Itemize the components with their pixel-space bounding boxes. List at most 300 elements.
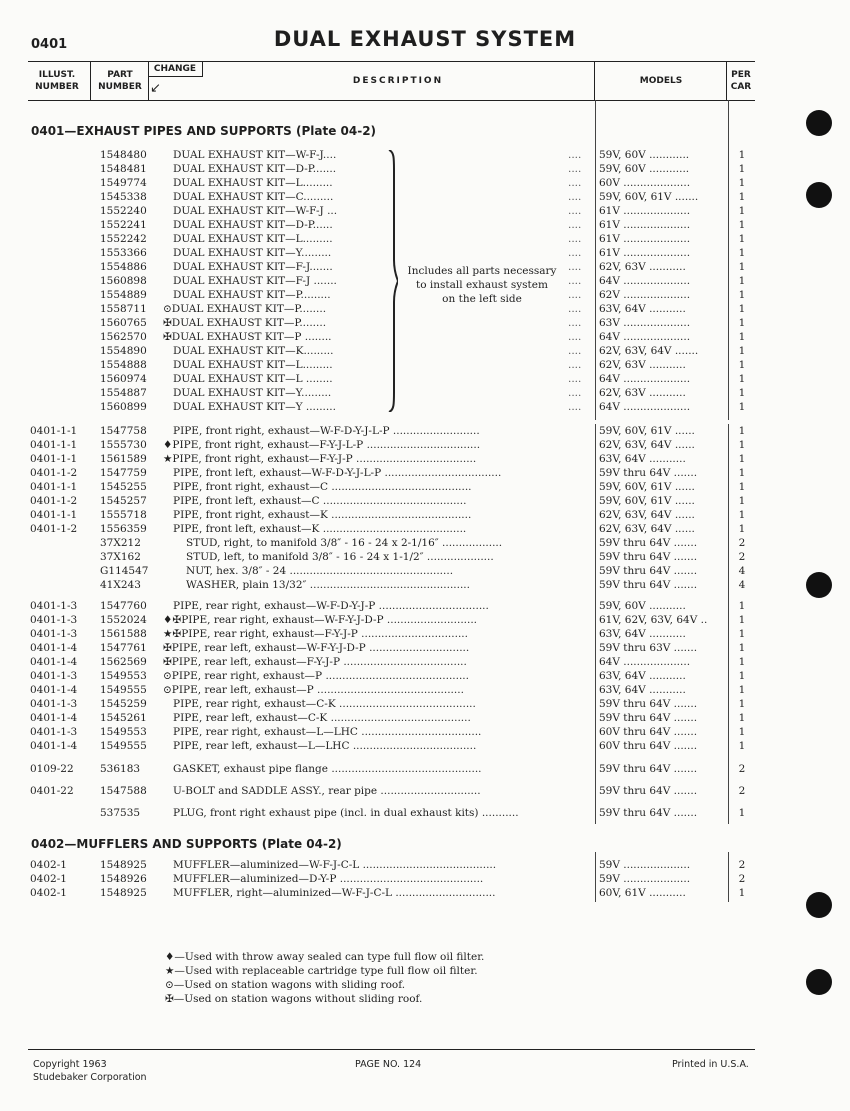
part-number: 1548925 — [100, 887, 147, 899]
footnote: ♦—Used with throw away sealed can type full flow oil filter. — [165, 951, 485, 963]
models: 59V thru 64V ....... — [599, 467, 698, 479]
description: PIPE, front right, exhaust—W-F-D-Y-J-L-P .......................... — [173, 425, 480, 437]
models: 62V .................... — [599, 289, 691, 301]
illust-number: 0401-1-3 — [30, 698, 78, 710]
per-car: 4 — [738, 579, 746, 591]
per-car: 1 — [738, 387, 746, 399]
part-number: 1549774 — [100, 177, 147, 189]
illust-header-line-2: NUMBER — [35, 82, 79, 92]
models: 61V, 62V, 63V, 64V .. — [599, 614, 708, 626]
table-row — [0, 886, 850, 900]
part-number: 1549553 — [100, 670, 147, 682]
models: 62V, 63V ........... — [599, 387, 686, 399]
per-car: 1 — [738, 698, 746, 710]
illust-number: 0401-22 — [30, 785, 74, 797]
illust-number: 0109-22 — [30, 763, 74, 775]
models: 59V thru 63V ....... — [599, 642, 698, 654]
leader-dots: .... — [568, 205, 582, 217]
per-car: 1 — [738, 656, 746, 668]
part-number: 1554890 — [100, 345, 147, 357]
per-car: 1 — [738, 261, 746, 273]
part-number: 1560898 — [100, 275, 147, 287]
models: 61V .................... — [599, 205, 691, 217]
part-number: 1548925 — [100, 859, 147, 871]
footnote: ★—Used with replaceable cartridge type full flow oil filter. — [165, 965, 478, 977]
table-row — [0, 386, 850, 400]
table-row — [0, 466, 850, 480]
per-car: 2 — [738, 551, 746, 563]
per-car-header — [727, 62, 755, 100]
part-number: 1547761 — [100, 642, 147, 654]
binder-hole — [806, 182, 832, 208]
illust-number: 0401-1-2 — [30, 467, 78, 479]
per-car: 1 — [738, 523, 746, 535]
table-row — [0, 627, 850, 641]
table-row — [0, 550, 850, 564]
table-row — [0, 784, 850, 798]
illust-header-line-1: ILLUST. — [38, 70, 76, 80]
illust-number: 0402-1 — [30, 887, 67, 899]
models: 62V, 63V, 64V ...... — [599, 509, 695, 521]
leader-dots: .... — [568, 191, 582, 203]
part-number: 1554887 — [100, 387, 147, 399]
part-number: 1552242 — [100, 233, 147, 245]
leader-dots: .... — [568, 275, 582, 287]
per-header-line-1: PER — [731, 70, 751, 80]
table-row — [0, 725, 850, 739]
table-row — [0, 204, 850, 218]
part-number: 1545257 — [100, 495, 147, 507]
per-car: 1 — [738, 303, 746, 315]
per-car: 1 — [738, 247, 746, 259]
description: ✠PIPE, rear left, exhaust—W-F-Y-J-D-P .............................. — [163, 642, 470, 654]
table-row — [0, 762, 850, 776]
description: DUAL EXHAUST KIT—K......... — [173, 345, 334, 357]
models: 60V .................... — [599, 177, 691, 189]
leader-dots: .... — [568, 289, 582, 301]
part-number: 1545338 — [100, 191, 147, 203]
leader-dots: .... — [568, 233, 582, 245]
leader-dots: .... — [568, 345, 582, 357]
models: 62V, 63V, 64V ....... — [599, 345, 699, 357]
description-header: DESCRIPTION — [352, 76, 444, 86]
part-number: 1545259 — [100, 698, 147, 710]
part-number: 1545255 — [100, 481, 147, 493]
part-number: 37X212 — [100, 537, 141, 549]
binder-hole — [806, 110, 832, 136]
page-title: DUAL EXHAUST SYSTEM — [273, 27, 577, 51]
models: 60V thru 64V ....... — [599, 740, 698, 752]
description: PIPE, front left, exhaust—W-F-D-Y-J-L-P ................................... — [173, 467, 502, 479]
footnote: ✠—Used on station wagons without sliding roof. — [165, 993, 423, 1005]
per-car: 2 — [738, 537, 746, 549]
models: 59V, 60V, 61V ...... — [599, 425, 695, 437]
table-row — [0, 190, 850, 204]
description: DUAL EXHAUST KIT—W-F-J.... — [173, 149, 337, 161]
description: PIPE, rear left, exhaust—L—LHC ..................................... — [173, 740, 477, 752]
table-row — [0, 344, 850, 358]
per-car: 1 — [738, 453, 746, 465]
part-number: 1552024 — [100, 614, 147, 626]
description: ★PIPE, front right, exhaust—F-Y-J-P .................................... — [163, 453, 477, 465]
illust-number: 0401-1-1 — [30, 453, 78, 465]
table-row — [0, 218, 850, 232]
part-number: 1561588 — [100, 628, 147, 640]
part-number: 536183 — [100, 763, 141, 775]
change-header: CHANGE — [148, 62, 203, 77]
description: DUAL EXHAUST KIT—D-P....... — [173, 163, 337, 175]
part-number: 1560899 — [100, 401, 147, 413]
per-car: 1 — [738, 628, 746, 640]
table-row — [0, 872, 850, 886]
illust-number: 0401-1-1 — [30, 439, 78, 451]
description: ★✠PIPE, rear right, exhaust—F-Y-J-P ................................ — [163, 628, 468, 640]
description: DUAL EXHAUST KIT—C......... — [173, 191, 334, 203]
description: U-BOLT and SADDLE ASSY., rear pipe .............................. — [173, 785, 481, 797]
part-number: 1549553 — [100, 726, 147, 738]
illust-number: 0401-1-4 — [30, 684, 78, 696]
table-row — [0, 400, 850, 414]
copyright-line: Studebaker Corporation — [33, 1072, 147, 1083]
description: DUAL EXHAUST KIT—L......... — [173, 233, 333, 245]
footnote: ⊙—Used on station wagons with sliding roof. — [165, 979, 406, 991]
part-number: 1558711 — [100, 303, 147, 315]
binder-hole — [806, 892, 832, 918]
per-car: 2 — [738, 859, 746, 871]
kit-note-line: to install exhaust system — [416, 279, 548, 291]
table-row — [0, 599, 850, 613]
models: 64V .................... — [599, 331, 691, 343]
per-car: 1 — [738, 317, 746, 329]
part-number: 1545261 — [100, 712, 147, 724]
models: 63V, 64V ........... — [599, 684, 686, 696]
models: 64V .................... — [599, 656, 691, 668]
illust-number: 0401-1-3 — [30, 628, 78, 640]
models: 59V thru 64V ....... — [599, 807, 698, 819]
models-header: MODELS — [639, 76, 683, 86]
part-number: 1553366 — [100, 247, 147, 259]
models: 62V, 63V ........... — [599, 261, 686, 273]
table-row — [0, 148, 850, 162]
per-car: 1 — [738, 642, 746, 654]
per-car: 1 — [738, 807, 746, 819]
illust-number: 0401-1-1 — [30, 481, 78, 493]
models: 59V, 60V ............ — [599, 149, 690, 161]
kit-note-line: on the left side — [442, 293, 522, 305]
table-row — [0, 739, 850, 753]
models: 60V thru 64V ....... — [599, 726, 698, 738]
description: ✠DUAL EXHAUST KIT—P ........ — [163, 331, 332, 343]
models: 64V .................... — [599, 275, 691, 287]
per-car: 1 — [738, 373, 746, 385]
models: 59V thru 64V ....... — [599, 537, 698, 549]
models: 61V .................... — [599, 219, 691, 231]
part-number: 537535 — [100, 807, 141, 819]
description: MUFFLER—aluminized—D-Y-P ........................................... — [173, 873, 484, 885]
models: 63V .................... — [599, 317, 691, 329]
models: 59V, 60V ............ — [599, 163, 690, 175]
part-header-line-1: PART — [107, 70, 133, 80]
models: 64V .................... — [599, 401, 691, 413]
table-row — [0, 316, 850, 330]
description: DUAL EXHAUST KIT—Y ......... — [173, 401, 336, 413]
table-row — [0, 232, 850, 246]
models: 63V, 64V ........... — [599, 628, 686, 640]
description: STUD, left, to manifold 3/8″ - 16 - 24 x 1-1/2″ .................... — [186, 551, 494, 563]
description: STUD, right, to manifold 3/8″ - 16 - 24 x 2-1/16″ .................. — [186, 537, 503, 549]
description: PIPE, front left, exhaust—C ........................................... — [173, 495, 467, 507]
part-number: 1556359 — [100, 523, 147, 535]
description: NUT, hex. 3/8″ - 24 ................................................. — [186, 565, 454, 577]
part-number: 1549555 — [100, 740, 147, 752]
description: PIPE, rear right, exhaust—W-F-D-Y-J-P ................................. — [173, 600, 489, 612]
leader-dots: .... — [568, 163, 582, 175]
per-car: 1 — [738, 712, 746, 724]
part-number: 1548480 — [100, 149, 147, 161]
table-row — [0, 564, 850, 578]
models: 59V thru 64V ....... — [599, 565, 698, 577]
table-row — [0, 578, 850, 592]
table-row — [0, 806, 850, 820]
per-car: 1 — [738, 331, 746, 343]
table-row — [0, 372, 850, 386]
per-car: 1 — [738, 205, 746, 217]
description: ✠DUAL EXHAUST KIT—P........ — [163, 317, 327, 329]
description: PIPE, rear right, exhaust—L—LHC .................................... — [173, 726, 482, 738]
illust-number: 0401-1-1 — [30, 425, 78, 437]
table-row — [0, 176, 850, 190]
leader-dots: .... — [568, 317, 582, 329]
illust-number: 0401-1-3 — [30, 614, 78, 626]
description: DUAL EXHAUST KIT—P......... — [173, 289, 331, 301]
per-car: 1 — [738, 614, 746, 626]
leader-dots: .... — [568, 219, 582, 231]
per-header-line-2: CAR — [730, 82, 752, 92]
table-row — [0, 508, 850, 522]
models: 59V .................... — [599, 873, 691, 885]
illust-number: 0402-1 — [30, 873, 67, 885]
table-row — [0, 480, 850, 494]
per-car: 2 — [738, 763, 746, 775]
description: DUAL EXHAUST KIT—L ........ — [173, 373, 333, 385]
part-number: 41X243 — [100, 579, 141, 591]
section-code: 0401 — [31, 37, 68, 52]
table-row — [0, 669, 850, 683]
table-row — [0, 162, 850, 176]
leader-dots: .... — [568, 373, 582, 385]
illust-number: 0401-1-4 — [30, 642, 78, 654]
part-number-header — [92, 62, 148, 100]
description: GASKET, exhaust pipe flange ............................................. — [173, 763, 482, 775]
per-car: 1 — [738, 401, 746, 413]
per-car: 1 — [738, 163, 746, 175]
part-header-line-2: NUMBER — [98, 82, 142, 92]
description: PIPE, front right, exhaust—K .......................................... — [173, 509, 472, 521]
part-number: 1555718 — [100, 509, 147, 521]
description: DUAL EXHAUST KIT—W-F-J ... — [173, 205, 338, 217]
description: PIPE, front right, exhaust—C .......................................... — [173, 481, 472, 493]
table-row — [0, 858, 850, 872]
per-car: 1 — [738, 275, 746, 287]
description: PIPE, rear right, exhaust—C-K ......................................... — [173, 698, 476, 710]
table-row — [0, 494, 850, 508]
page-number: PAGE NO. 124 — [355, 1059, 422, 1070]
models: 59V thru 64V ....... — [599, 551, 698, 563]
models: 59V, 60V, 61V ...... — [599, 481, 695, 493]
per-car: 1 — [738, 495, 746, 507]
leader-dots: .... — [568, 331, 582, 343]
part-number: 1552241 — [100, 219, 147, 231]
illust-number: 0401-1-4 — [30, 656, 78, 668]
part-number: 1552240 — [100, 205, 147, 217]
leader-dots: .... — [568, 387, 582, 399]
description: ♦PIPE, front right, exhaust—F-Y-J-L-P .................................. — [163, 439, 481, 451]
copyright-line: Copyright 1963 — [33, 1059, 107, 1070]
per-car: 2 — [738, 873, 746, 885]
models: 63V, 64V ........... — [599, 453, 686, 465]
table-row — [0, 697, 850, 711]
per-car: 1 — [738, 359, 746, 371]
table-row — [0, 536, 850, 550]
models: 59V, 60V ........... — [599, 600, 686, 612]
illust-number: 0401-1-3 — [30, 670, 78, 682]
footer-rule — [28, 1049, 755, 1050]
part-number: 1549555 — [100, 684, 147, 696]
per-car: 1 — [738, 684, 746, 696]
leader-dots: .... — [568, 149, 582, 161]
part-number: 1554886 — [100, 261, 147, 273]
models: 59V, 60V, 61V ...... — [599, 495, 695, 507]
copyright — [33, 1058, 147, 1084]
per-car: 2 — [738, 785, 746, 797]
description: MUFFLER, right—aluminized—W-F-J-C-L .............................. — [173, 887, 496, 899]
illust-number-header — [28, 62, 86, 100]
part-number: 1555730 — [100, 439, 147, 451]
table-row — [0, 711, 850, 725]
description: ✠PIPE, rear left, exhaust—F-Y-J-P ..................................... — [163, 656, 467, 668]
printed-in: Printed in U.S.A. — [672, 1059, 749, 1070]
description: PLUG, front right exhaust pipe (incl. in dual exhaust kits) ........... — [173, 807, 519, 819]
column-header — [28, 61, 755, 101]
per-car: 1 — [738, 670, 746, 682]
table-row — [0, 641, 850, 655]
models: 63V, 64V ........... — [599, 303, 686, 315]
description: DUAL EXHAUST KIT—F-J ....... — [173, 275, 337, 287]
per-car: 1 — [738, 887, 746, 899]
description: MUFFLER—aluminized—W-F-J-C-L ........................................ — [173, 859, 497, 871]
description: DUAL EXHAUST KIT—Y......... — [173, 247, 332, 259]
part-number: 1562569 — [100, 656, 147, 668]
binder-hole — [806, 969, 832, 995]
kit-note-line: Includes all parts necessary — [407, 265, 557, 277]
leader-dots: .... — [568, 401, 582, 413]
divider — [90, 62, 91, 100]
illust-number: 0401-1-1 — [30, 509, 78, 521]
section-heading-mufflers: 0402—MUFFLERS AND SUPPORTS (Plate 04-2) — [31, 837, 342, 851]
change-arrow-icon: ↙ — [150, 81, 161, 96]
section-heading-exhaust-pipes: 0401—EXHAUST PIPES AND SUPPORTS (Plate 04-2) — [31, 124, 377, 138]
description: ⊙DUAL EXHAUST KIT—P........ — [163, 303, 327, 315]
table-row — [0, 655, 850, 669]
per-car: 1 — [738, 177, 746, 189]
per-car: 1 — [738, 149, 746, 161]
description: PIPE, front left, exhaust—K ........................................... — [173, 523, 467, 535]
illust-number: 0401-1-4 — [30, 712, 78, 724]
models: 64V .................... — [599, 373, 691, 385]
illust-number: 0401-1-3 — [30, 726, 78, 738]
models: 61V .................... — [599, 247, 691, 259]
per-car: 1 — [738, 740, 746, 752]
binder-hole — [806, 572, 832, 598]
models: 60V, 61V ........... — [599, 887, 686, 899]
leader-dots: .... — [568, 303, 582, 315]
part-number: 1554888 — [100, 359, 147, 371]
part-number: 1560765 — [100, 317, 147, 329]
part-number: 1560974 — [100, 373, 147, 385]
description: ♦✠PIPE, rear right, exhaust—W-F-Y-J-D-P ........................... — [163, 614, 478, 626]
models: 62V, 63V, 64V ...... — [599, 439, 695, 451]
part-number: 1547760 — [100, 600, 147, 612]
illust-number: 0402-1 — [30, 859, 67, 871]
per-car: 1 — [738, 467, 746, 479]
per-car: 1 — [738, 439, 746, 451]
table-row — [0, 330, 850, 344]
illust-number: 0401-1-2 — [30, 495, 78, 507]
models: 59V, 60V, 61V ....... — [599, 191, 699, 203]
per-car: 1 — [738, 509, 746, 521]
table-row — [0, 246, 850, 260]
leader-dots: .... — [568, 261, 582, 273]
part-number: G114547 — [100, 565, 149, 577]
description: ⊙PIPE, rear right, exhaust—P ........................................... — [163, 670, 469, 682]
description: DUAL EXHAUST KIT—L......... — [173, 359, 333, 371]
illust-number: 0401-1-3 — [30, 600, 78, 612]
part-number: 1547759 — [100, 467, 147, 479]
table-row — [0, 522, 850, 536]
per-car: 1 — [738, 345, 746, 357]
table-row — [0, 358, 850, 372]
per-car: 1 — [738, 600, 746, 612]
models: 62V, 63V, 64V ...... — [599, 523, 695, 535]
illust-number: 0401-1-4 — [30, 740, 78, 752]
part-number: 1561589 — [100, 453, 147, 465]
description: WASHER, plain 13/32″ ................................................ — [186, 579, 470, 591]
part-number: 1547588 — [100, 785, 147, 797]
models: 62V, 63V ........... — [599, 359, 686, 371]
per-car: 1 — [738, 726, 746, 738]
kit-note — [396, 264, 568, 306]
models: 59V thru 64V ....... — [599, 712, 698, 724]
part-number: 37X162 — [100, 551, 141, 563]
models: 59V thru 64V ....... — [599, 579, 698, 591]
models: 61V .................... — [599, 233, 691, 245]
per-car: 1 — [738, 191, 746, 203]
description: DUAL EXHAUST KIT—D-P...... — [173, 219, 333, 231]
table-row — [0, 683, 850, 697]
per-car: 1 — [738, 233, 746, 245]
part-number: 1547758 — [100, 425, 147, 437]
table-row — [0, 452, 850, 466]
models: 63V, 64V ........... — [599, 670, 686, 682]
table-row — [0, 613, 850, 627]
part-number: 1548481 — [100, 163, 147, 175]
leader-dots: .... — [568, 359, 582, 371]
per-car: 1 — [738, 219, 746, 231]
per-car: 1 — [738, 481, 746, 493]
models: 59V thru 64V ....... — [599, 763, 698, 775]
models: 59V .................... — [599, 859, 691, 871]
per-car: 1 — [738, 425, 746, 437]
